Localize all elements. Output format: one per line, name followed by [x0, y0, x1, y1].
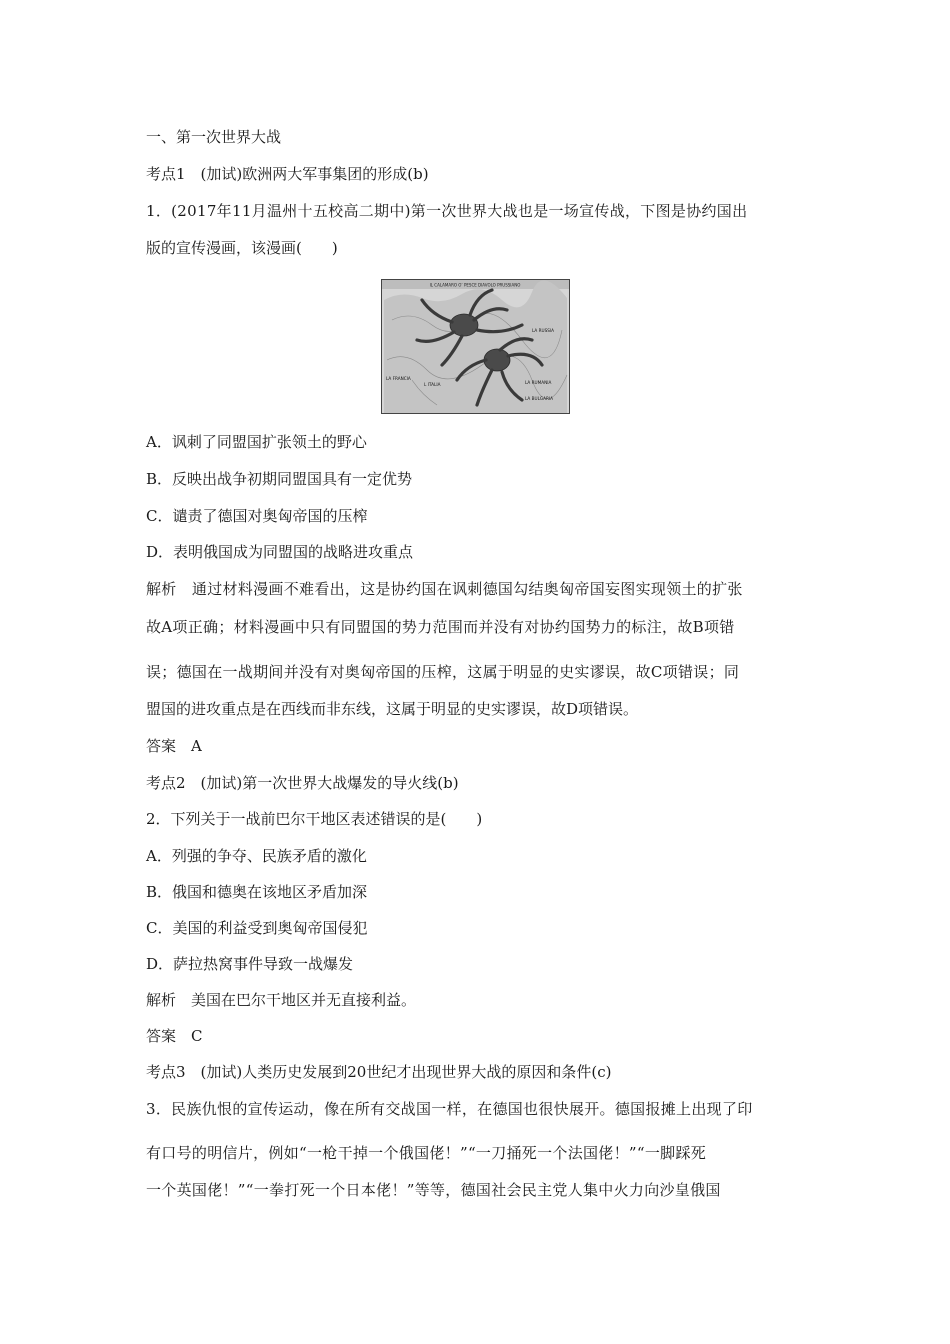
- answer: 答案 C: [146, 1027, 203, 1045]
- map-label-bulgaria: LA BULGARIA: [525, 396, 554, 401]
- option-c: C．谴责了德国对奥匈帝国的压榨: [146, 507, 368, 525]
- propaganda-cartoon-image: [381, 279, 570, 414]
- section-title: 一、第一次世界大战: [146, 128, 282, 146]
- option-b: B．俄国和德奥在该地区矛盾加深: [146, 883, 368, 901]
- analysis-text: 解析 美国在巴尔干地区并无直接利益。: [146, 991, 417, 1009]
- cartoon-title: IL CALAMARO O’ PESCE DIAVOLO PRUSSIANO: [429, 282, 521, 288]
- question-text: 2．下列关于一战前巴尔干地区表述错误的是( ): [146, 810, 483, 828]
- question-text: 3．民族仇恨的宣传运动，像在所有交战国一样，在德国也很快展开。德国报摊上出现了印: [146, 1100, 753, 1118]
- map-label-france: LA FRANCIA: [386, 376, 411, 381]
- question-text: 1．(2017年11月温州十五校高二期中)第一次世界大战也是一场宣传战，下图是协约国出: [146, 202, 748, 220]
- question-text: 版的宣传漫画，该漫画( ): [146, 239, 338, 257]
- map-label-italy: L ITALIA: [424, 382, 441, 387]
- option-d: D．萨拉热窝事件导致一战爆发: [146, 955, 354, 973]
- analysis-text: 故A项正确；材料漫画中只有同盟国的势力范围而并没有对协约国势力的标注，故B项错: [146, 618, 735, 636]
- topic-heading: 考点1 (加试)欧洲两大军事集团的形成(b): [146, 165, 429, 183]
- option-c: C．美国的利益受到奥匈帝国侵犯: [146, 919, 368, 937]
- option-a: A．列强的争夺、民族矛盾的激化: [146, 847, 367, 865]
- option-a: A．讽刺了同盟国扩张领土的野心: [146, 433, 367, 451]
- answer: 答案 A: [146, 737, 202, 755]
- analysis-text: 盟国的进攻重点是在西线而非东线，这属于明显的史实谬误，故D项错误。: [146, 700, 639, 718]
- question-text: 一个英国佬！”“一拳打死一个日本佬！”等等，德国社会民主党人集中火力向沙皇俄国: [146, 1181, 721, 1199]
- question-text: 有口号的明信片，例如“一枪干掉一个俄国佬！”“一刀捅死一个法国佬！”“一脚踩死: [146, 1144, 707, 1162]
- topic-heading: 考点2 (加试)第一次世界大战爆发的导火线(b): [146, 774, 459, 792]
- analysis-text: 误；德国在一战期间并没有对奥匈帝国的压榨，这属于明显的史实谬误，故C项错误；同: [146, 663, 740, 681]
- topic-heading: 考点3 (加试)人类历史发展到20世纪才出现世界大战的原因和条件(c): [146, 1063, 612, 1081]
- map-label-rumania: LA RUMANIA: [525, 380, 552, 385]
- option-d: D．表明俄国成为同盟国的战略进攻重点: [146, 543, 414, 561]
- map-label-russia: LA RUSSIA: [532, 328, 555, 333]
- option-b: B．反映出战争初期同盟国具有一定优势: [146, 470, 413, 488]
- analysis-text: 解析 通过材料漫画不难看出，这是协约国在讽刺德国勾结奥匈帝国妄图实现领土的扩张: [146, 580, 743, 598]
